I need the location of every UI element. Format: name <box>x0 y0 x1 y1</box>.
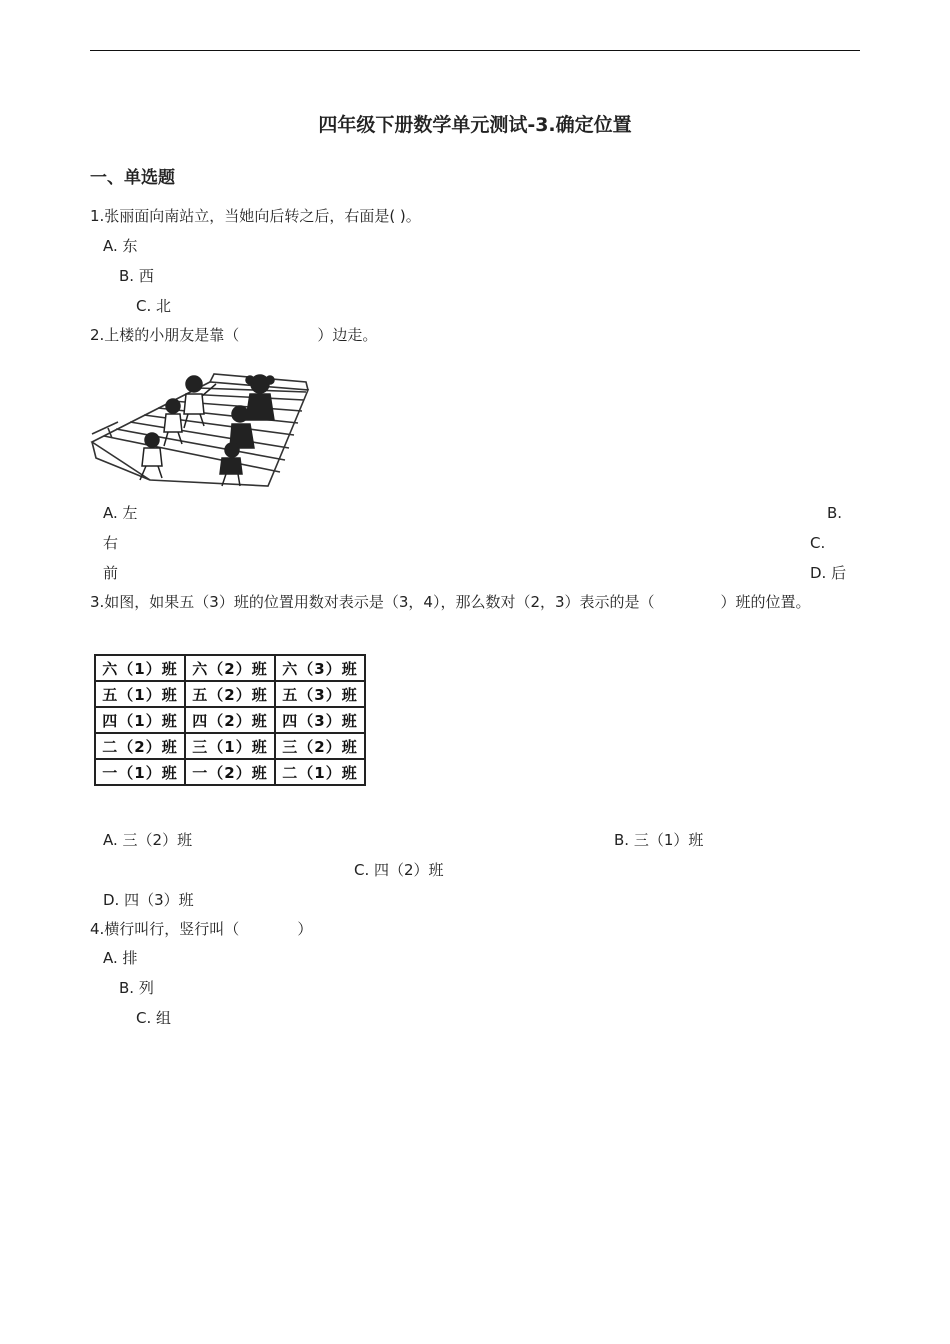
question-1-option-c[interactable]: C. 北 <box>136 297 172 315</box>
question-3-stem-post: ）班的位置。 <box>720 593 811 611</box>
grid-cell: 三（1）班 <box>185 733 275 759</box>
grid-cell: 四（1）班 <box>95 707 185 733</box>
question-2-stem-pre: 2.上楼的小朋友是靠（ <box>90 326 240 344</box>
question-4-stem-post: ） <box>297 920 313 938</box>
question-1-option-a[interactable]: A. 东 <box>103 237 138 255</box>
grid-row <box>95 655 365 681</box>
question-2-option-b-letter[interactable]: B. <box>827 504 843 522</box>
class-position-grid <box>94 654 366 786</box>
question-3-stem <box>90 592 811 612</box>
question-2-stem <box>90 325 377 345</box>
question-2-option-c-letter[interactable]: C. <box>810 534 826 552</box>
question-3-option-d[interactable]: D. 四（3）班 <box>103 891 194 909</box>
document-title: 四年级下册数学单元测试-3.确定位置 <box>318 114 632 136</box>
question-2-option-a[interactable]: A. 左 <box>103 504 138 522</box>
grid-cell: 六（1）班 <box>95 655 185 681</box>
grid-cell: 六（3）班 <box>275 655 365 681</box>
question-2-option-c-text[interactable]: 前 <box>103 564 119 582</box>
grid-cell: 三（2）班 <box>275 733 365 759</box>
header-rule <box>90 50 860 51</box>
question-4-option-a[interactable]: A. 排 <box>103 949 138 967</box>
grid-cell: 二（1）班 <box>275 759 365 785</box>
grid-cell: 五（2）班 <box>185 681 275 707</box>
question-3-option-a[interactable]: A. 三（2）班 <box>103 831 193 849</box>
question-4-stem-pre: 4.横行叫行，竖行叫（ <box>90 920 240 938</box>
grid-cell: 四（3）班 <box>275 707 365 733</box>
grid-row <box>95 759 365 785</box>
question-3-option-b[interactable]: B. 三（1）班 <box>614 831 704 849</box>
section-heading-single-choice: 一、单选题 <box>90 168 175 188</box>
grid-cell: 五（3）班 <box>275 681 365 707</box>
grid-cell: 一（2）班 <box>185 759 275 785</box>
grid-row <box>95 733 365 759</box>
question-4-option-b[interactable]: B. 列 <box>119 979 154 997</box>
question-3-stem-pre: 3.如图，如果五（3）班的位置用数对表示是（3，4），那么数对（2，3）表示的是（ <box>90 593 655 611</box>
grid-row <box>95 681 365 707</box>
question-4-stem <box>90 919 312 939</box>
question-2-stem-post: ）边走。 <box>317 326 378 344</box>
grid-cell: 六（2）班 <box>185 655 275 681</box>
question-3-option-c[interactable]: C. 四（2）班 <box>354 861 444 879</box>
grid-row <box>95 707 365 733</box>
question-2-option-d[interactable]: D. 后 <box>810 564 847 582</box>
grid-cell: 四（2）班 <box>185 707 275 733</box>
question-1-option-b[interactable]: B. 西 <box>119 267 154 285</box>
grid-cell: 二（2）班 <box>95 733 185 759</box>
question-1-stem: 1.张丽面向南站立，当她向后转之后，右面是( )。 <box>90 207 421 225</box>
question-2-option-b-text[interactable]: 右 <box>103 534 119 552</box>
grid-cell: 五（1）班 <box>95 681 185 707</box>
grid-cell: 一（1）班 <box>95 759 185 785</box>
question-4-option-c[interactable]: C. 组 <box>136 1009 172 1027</box>
stairs-children-illustration <box>90 362 312 488</box>
